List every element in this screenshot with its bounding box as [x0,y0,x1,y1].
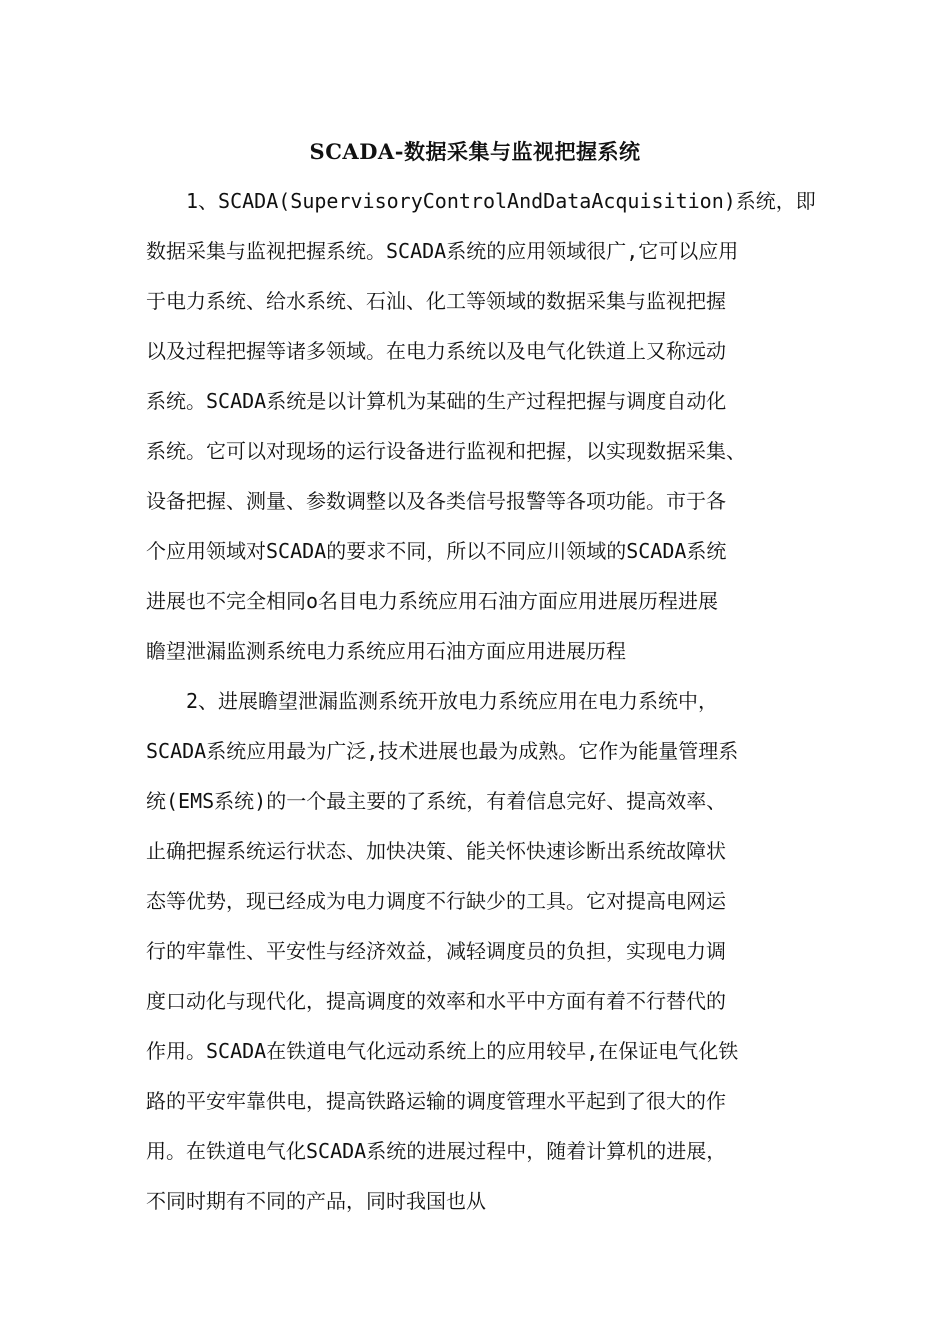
paragraph-line: SCADA系统应用最为广泛,技术进展也最为成熟。它作为能量管理系 [146,739,739,763]
paragraph-line: 用。在铁道电气化SCADA系统的进展过程中，随着计算机的进展， [146,1139,727,1163]
paragraph-line: 个应用领域对SCADA的要求不同，所以不同应川领域的SCADA系统 [146,539,727,563]
paragraph-line: 止确把握系统运行状态、加快决策、能关怀快速诊断出系统故障状 [146,839,726,863]
paragraph-line: 路的平安牢靠供电，提高铁路运输的调度管理水平起到了很大的作 [146,1089,726,1113]
paragraph-line: 度口动化与现代化，提高调度的效率和水平中方面有着不行替代的 [146,989,726,1013]
paragraph-line: 行的牢靠性、平安性与经济效益，减轻调度员的负担，实现电力调 [146,939,726,963]
paragraph-line: 不同时期有不同的产品，同时我国也从 [146,1189,486,1213]
page-title: SCADA-数据采集与监视把握系统 [309,139,641,164]
paragraph-line: 系统。它可以对现场的运行设备进行监视和把握，以实现数据采集、 [146,439,746,463]
paragraph-line: 统(EMS系统)的一个最主要的了系统，有着信息完好、提高效率、 [146,789,727,813]
paragraph-line: 1、SCADA(SupervisoryControlAndDataAcquisition)系统，即 [186,189,816,213]
paragraph-line: 进展也不完全相同o名目电力系统应用石油方面应用进展历程进展 [146,589,719,613]
paragraph-line: 数据采集与监视把握系统。SCADA系统的应用领域很广,它可以应用 [146,239,739,263]
paragraph-line: 设备把握、测量、参数调整以及各类信号报警等各项功能。市于各 [146,489,726,513]
paragraph-line: 态等优势，现已经成为电力调度不行缺少的工具。它对提高电网运 [146,889,726,913]
paragraph-line: 以及过程把握等诸多领域。在电力系统以及电气化铁道上又称远动 [146,339,726,363]
paragraph-line: 瞻望泄漏监测系统电力系统应用石油方面应用进展历程 [146,639,626,663]
paragraph-line: 2、进展瞻望泄漏监测系统开放电力系统应用在电力系统中， [186,689,719,713]
paragraph-line: 系统。SCADA系统是以计算机为某础的生产过程把握与调度自动化 [146,389,727,413]
paragraph-line: 作用。SCADA在铁道电气化远动系统上的应用较早,在保证电气化铁 [146,1039,739,1063]
paragraph-line: 于电力系统、给水系统、石汕、化工等领域的数据采集与监视把握 [146,289,726,313]
